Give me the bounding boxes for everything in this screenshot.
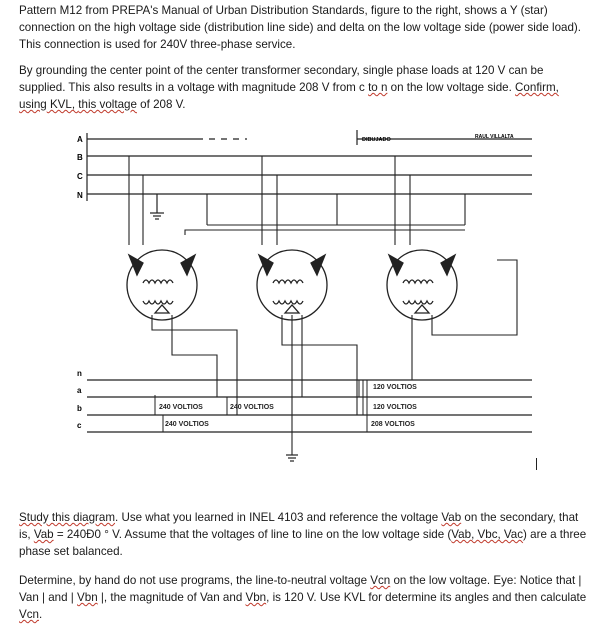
- label-n: n: [77, 369, 82, 378]
- determine-text-c: |, the magnitude of Van and: [97, 591, 246, 604]
- hv-ground-icon: [150, 194, 164, 219]
- label-c: c: [77, 421, 82, 430]
- grounding-text-a: By grounding the center point of the center transformer secondary, single phase loads at 120 V can be supplied. This also results in a voltage with magnitude 208 V from c: [19, 64, 544, 94]
- grounding-text-this: this voltage: [78, 98, 137, 111]
- study-text-b: on the secondary, that is,: [19, 511, 579, 541]
- label-b: b: [77, 404, 82, 413]
- intro-text: Pattern M12 from PREPA's Manual of Urban Distribution Standards, figure to the right, shows a Y (star) connection on the high voltage side (distribution line side) and delta on the low voltage side (power side load). This connection is used for 240V three-phase service.: [19, 4, 582, 51]
- signature-label: RAUL VILLALTA: [475, 134, 514, 140]
- voltage-240-ab: 240 VOLTIOS: [159, 404, 203, 411]
- voltage-120-an: 120 VOLTIOS: [373, 384, 417, 391]
- text-cursor: [536, 458, 537, 470]
- study-text-vab2: Vab: [33, 528, 54, 541]
- determine-text-vcn: Vcn: [370, 574, 391, 587]
- label-N: N: [77, 191, 83, 200]
- determine-text-d: , is 120 V. Use KVL for determine its angles and then calculate: [266, 591, 587, 604]
- study-text-a: . Use what you learned in INEL 4103 and reference the voltage: [115, 511, 442, 524]
- study-text-d: ) are a three phase set balanced.: [19, 528, 587, 558]
- determine-text-e: .: [38, 608, 43, 621]
- transformer-1: [127, 250, 197, 320]
- study-text-list: Vab, Vbc, Vac: [451, 528, 524, 541]
- voltage-120-bn: 120 VOLTIOS: [373, 404, 417, 411]
- determine-text-a: Determine, by hand do not use programs, the line-to-neutral voltage: [19, 574, 371, 587]
- determine-text-b: on the low voltage. Eye: Notice that | Van | and |: [19, 574, 582, 604]
- study-paragraph: [19, 509, 589, 560]
- study-text-c: = 240Ð0 ° V. Assume that the voltages of line to line on the low voltage side (: [53, 528, 452, 541]
- voltage-240-ac: 240 VOLTIOS: [165, 421, 209, 428]
- study-text-vab: Vab: [441, 511, 462, 524]
- label-C: C: [77, 172, 83, 181]
- determine-text-vbn: Vbn: [77, 591, 98, 604]
- transformer-3: [387, 250, 457, 320]
- voltage-208-cn: 208 VOLTIOS: [371, 421, 415, 428]
- grounding-text-confirm: Confirm, using: [19, 81, 559, 111]
- voltage-240-bc: 240 VOLTIOS: [230, 404, 274, 411]
- determine-paragraph: [19, 572, 589, 623]
- determine-text-vbn2: Vbn: [245, 591, 267, 604]
- label-B: B: [77, 153, 83, 162]
- transformer-diagram: [77, 125, 537, 477]
- grounding-text-to: to n: [368, 81, 388, 94]
- label-a: a: [77, 386, 82, 395]
- transformer-2: [257, 250, 327, 320]
- grounding-paragraph: [19, 62, 589, 113]
- grounding-text-d: of 208 V.: [136, 98, 186, 111]
- drawn-by-label: DIBUJADO: [362, 137, 391, 143]
- grounding-text-b: on the low voltage side.: [387, 81, 516, 94]
- study-text-study: Study this diagram: [19, 511, 116, 524]
- determine-text-vcn2: Vcn: [19, 608, 39, 621]
- lv-ground-icon: [286, 455, 298, 461]
- grounding-text-c: KVL,: [46, 98, 79, 111]
- intro-paragraph: [19, 2, 589, 53]
- label-A: A: [77, 135, 83, 144]
